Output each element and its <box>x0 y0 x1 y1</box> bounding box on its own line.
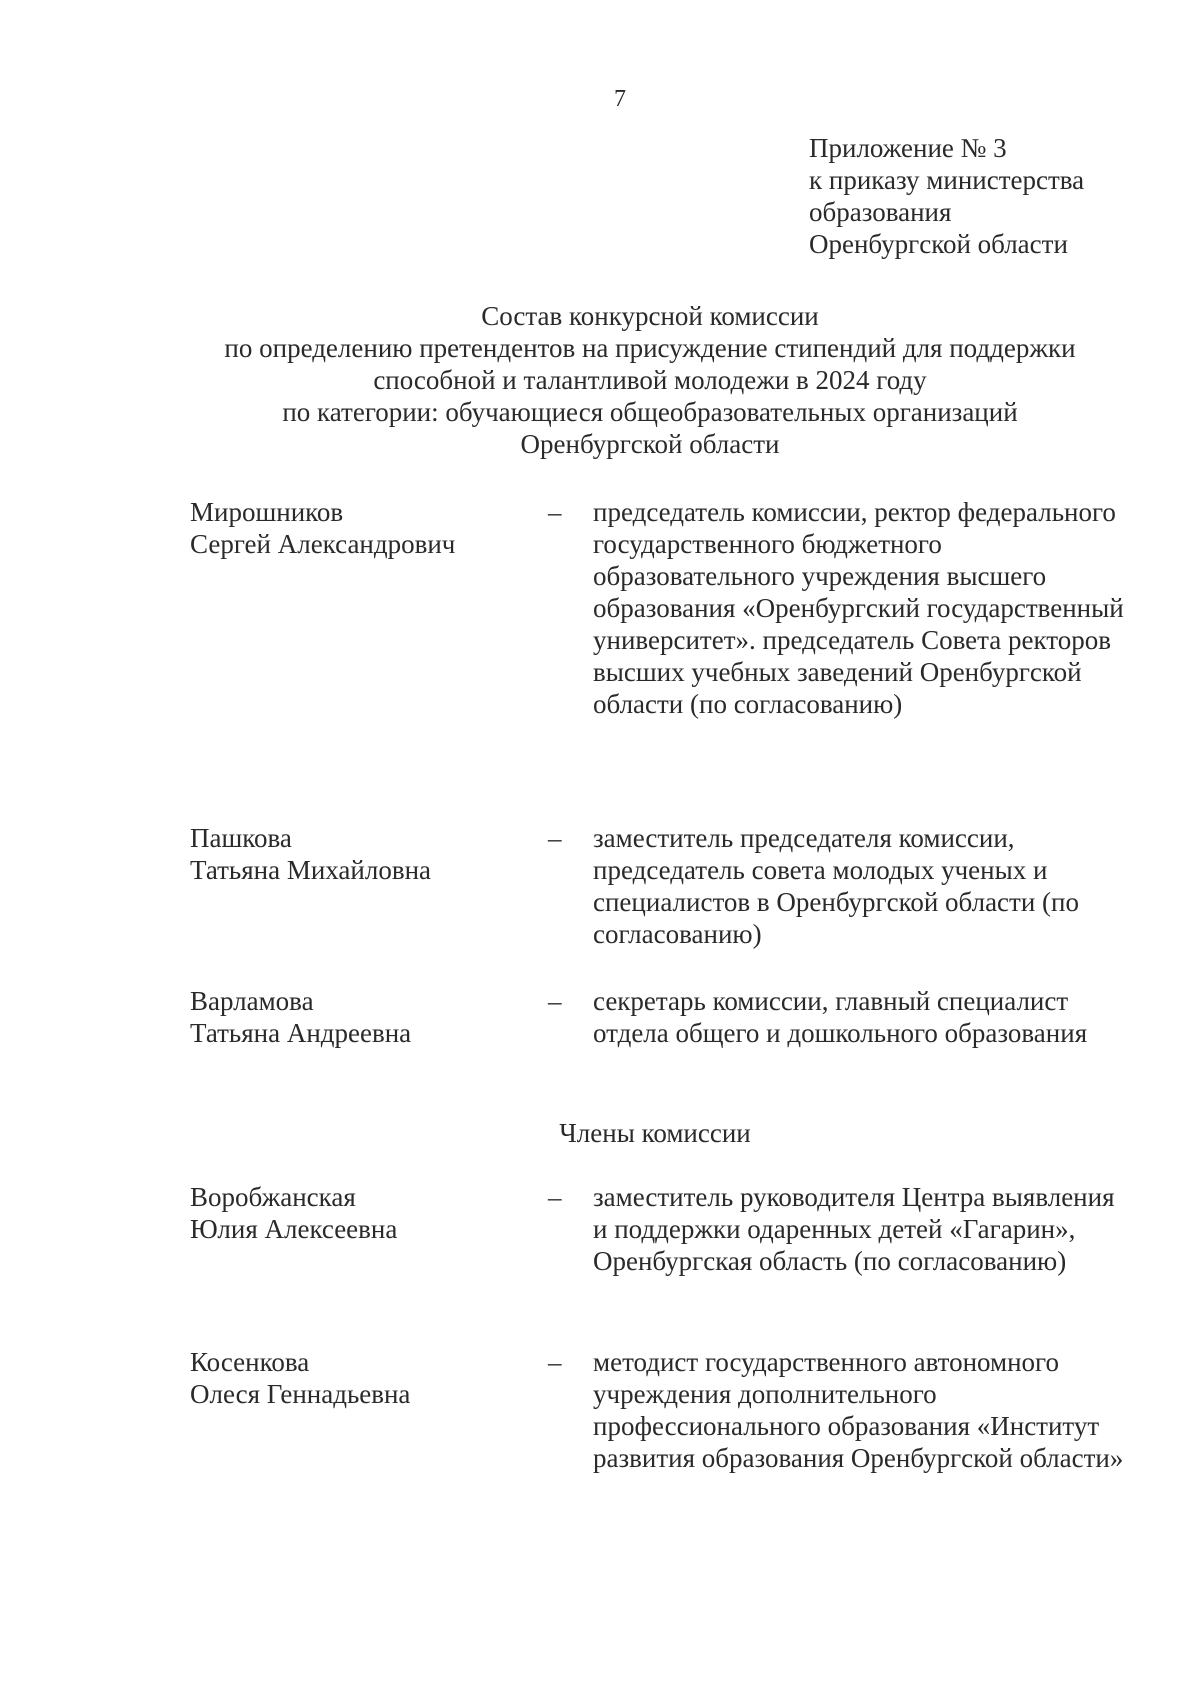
dash-separator: – <box>548 1182 562 1212</box>
title-line: Оренбургской области <box>520 429 780 459</box>
appendix-line: Приложение № 3 <box>809 133 1007 163</box>
member-given-names: Юлия Алексеевна <box>190 1214 398 1244</box>
title-line: по определению претендентов на присуждение стипендий для поддержки <box>224 333 1076 363</box>
appendix-line: образования <box>809 197 952 227</box>
appendix-header <box>809 132 1169 260</box>
appendix-line: Оренбургской области <box>809 229 1068 259</box>
member-surname: Мирошников <box>190 497 344 527</box>
dash-separator: – <box>548 497 562 527</box>
member-name <box>190 1181 520 1245</box>
member-name <box>190 985 520 1049</box>
member-surname: Воробжанская <box>190 1182 356 1212</box>
title-line: по категории: обучающиеся общеобразовательных организаций <box>282 397 1018 427</box>
member-surname: Пашкова <box>190 823 292 853</box>
member-surname: Косенкова <box>190 1347 310 1377</box>
members-heading: Члены комиссии <box>559 1118 751 1148</box>
document-title <box>150 300 1150 460</box>
member-role: заместитель председателя комиссии, председатель совета молодых ученых и специалистов в Оренбургской области (по согласованию) <box>593 823 1079 949</box>
dash-separator: – <box>548 1347 562 1377</box>
dash-separator: – <box>548 986 562 1016</box>
member-given-names: Олеся Геннадьевна <box>190 1379 411 1409</box>
title-line: способной и талантливой молодежи в 2024 году <box>373 365 927 395</box>
member-role: председатель комиссии, ректор федерального государственного бюджетного образовательного учреждения высшего образования «Оренбургский государственный университет». председатель Совета ректоров высших учебных заведений Оренбургской области (по согласованию) <box>593 497 1124 719</box>
member-given-names: Татьяна Михайловна <box>190 855 432 885</box>
member-given-names: Татьяна Андреевна <box>190 1018 412 1048</box>
member-role: секретарь комиссии, главный специалист отдела общего и дошкольного образования <box>593 986 1088 1048</box>
dash-separator: – <box>548 823 562 853</box>
member-name <box>190 496 520 560</box>
title-line: Состав конкурсной комиссии <box>481 301 819 331</box>
member-surname: Варламова <box>190 986 314 1016</box>
page-number: 7 <box>614 86 626 112</box>
member-name <box>190 822 520 886</box>
member-role: методист государственного автономного учреждения дополнительного профессионального образования «Институт развития образования Оренбургской области» <box>593 1347 1124 1473</box>
member-name <box>190 1346 520 1410</box>
appendix-line: к приказу министерства <box>809 165 1085 195</box>
member-role: заместитель руководителя Центра выявления и поддержки одаренных детей «Гагарин», Оренбургская область (по согласованию) <box>593 1182 1115 1276</box>
member-given-names: Сергей Александрович <box>190 529 456 559</box>
